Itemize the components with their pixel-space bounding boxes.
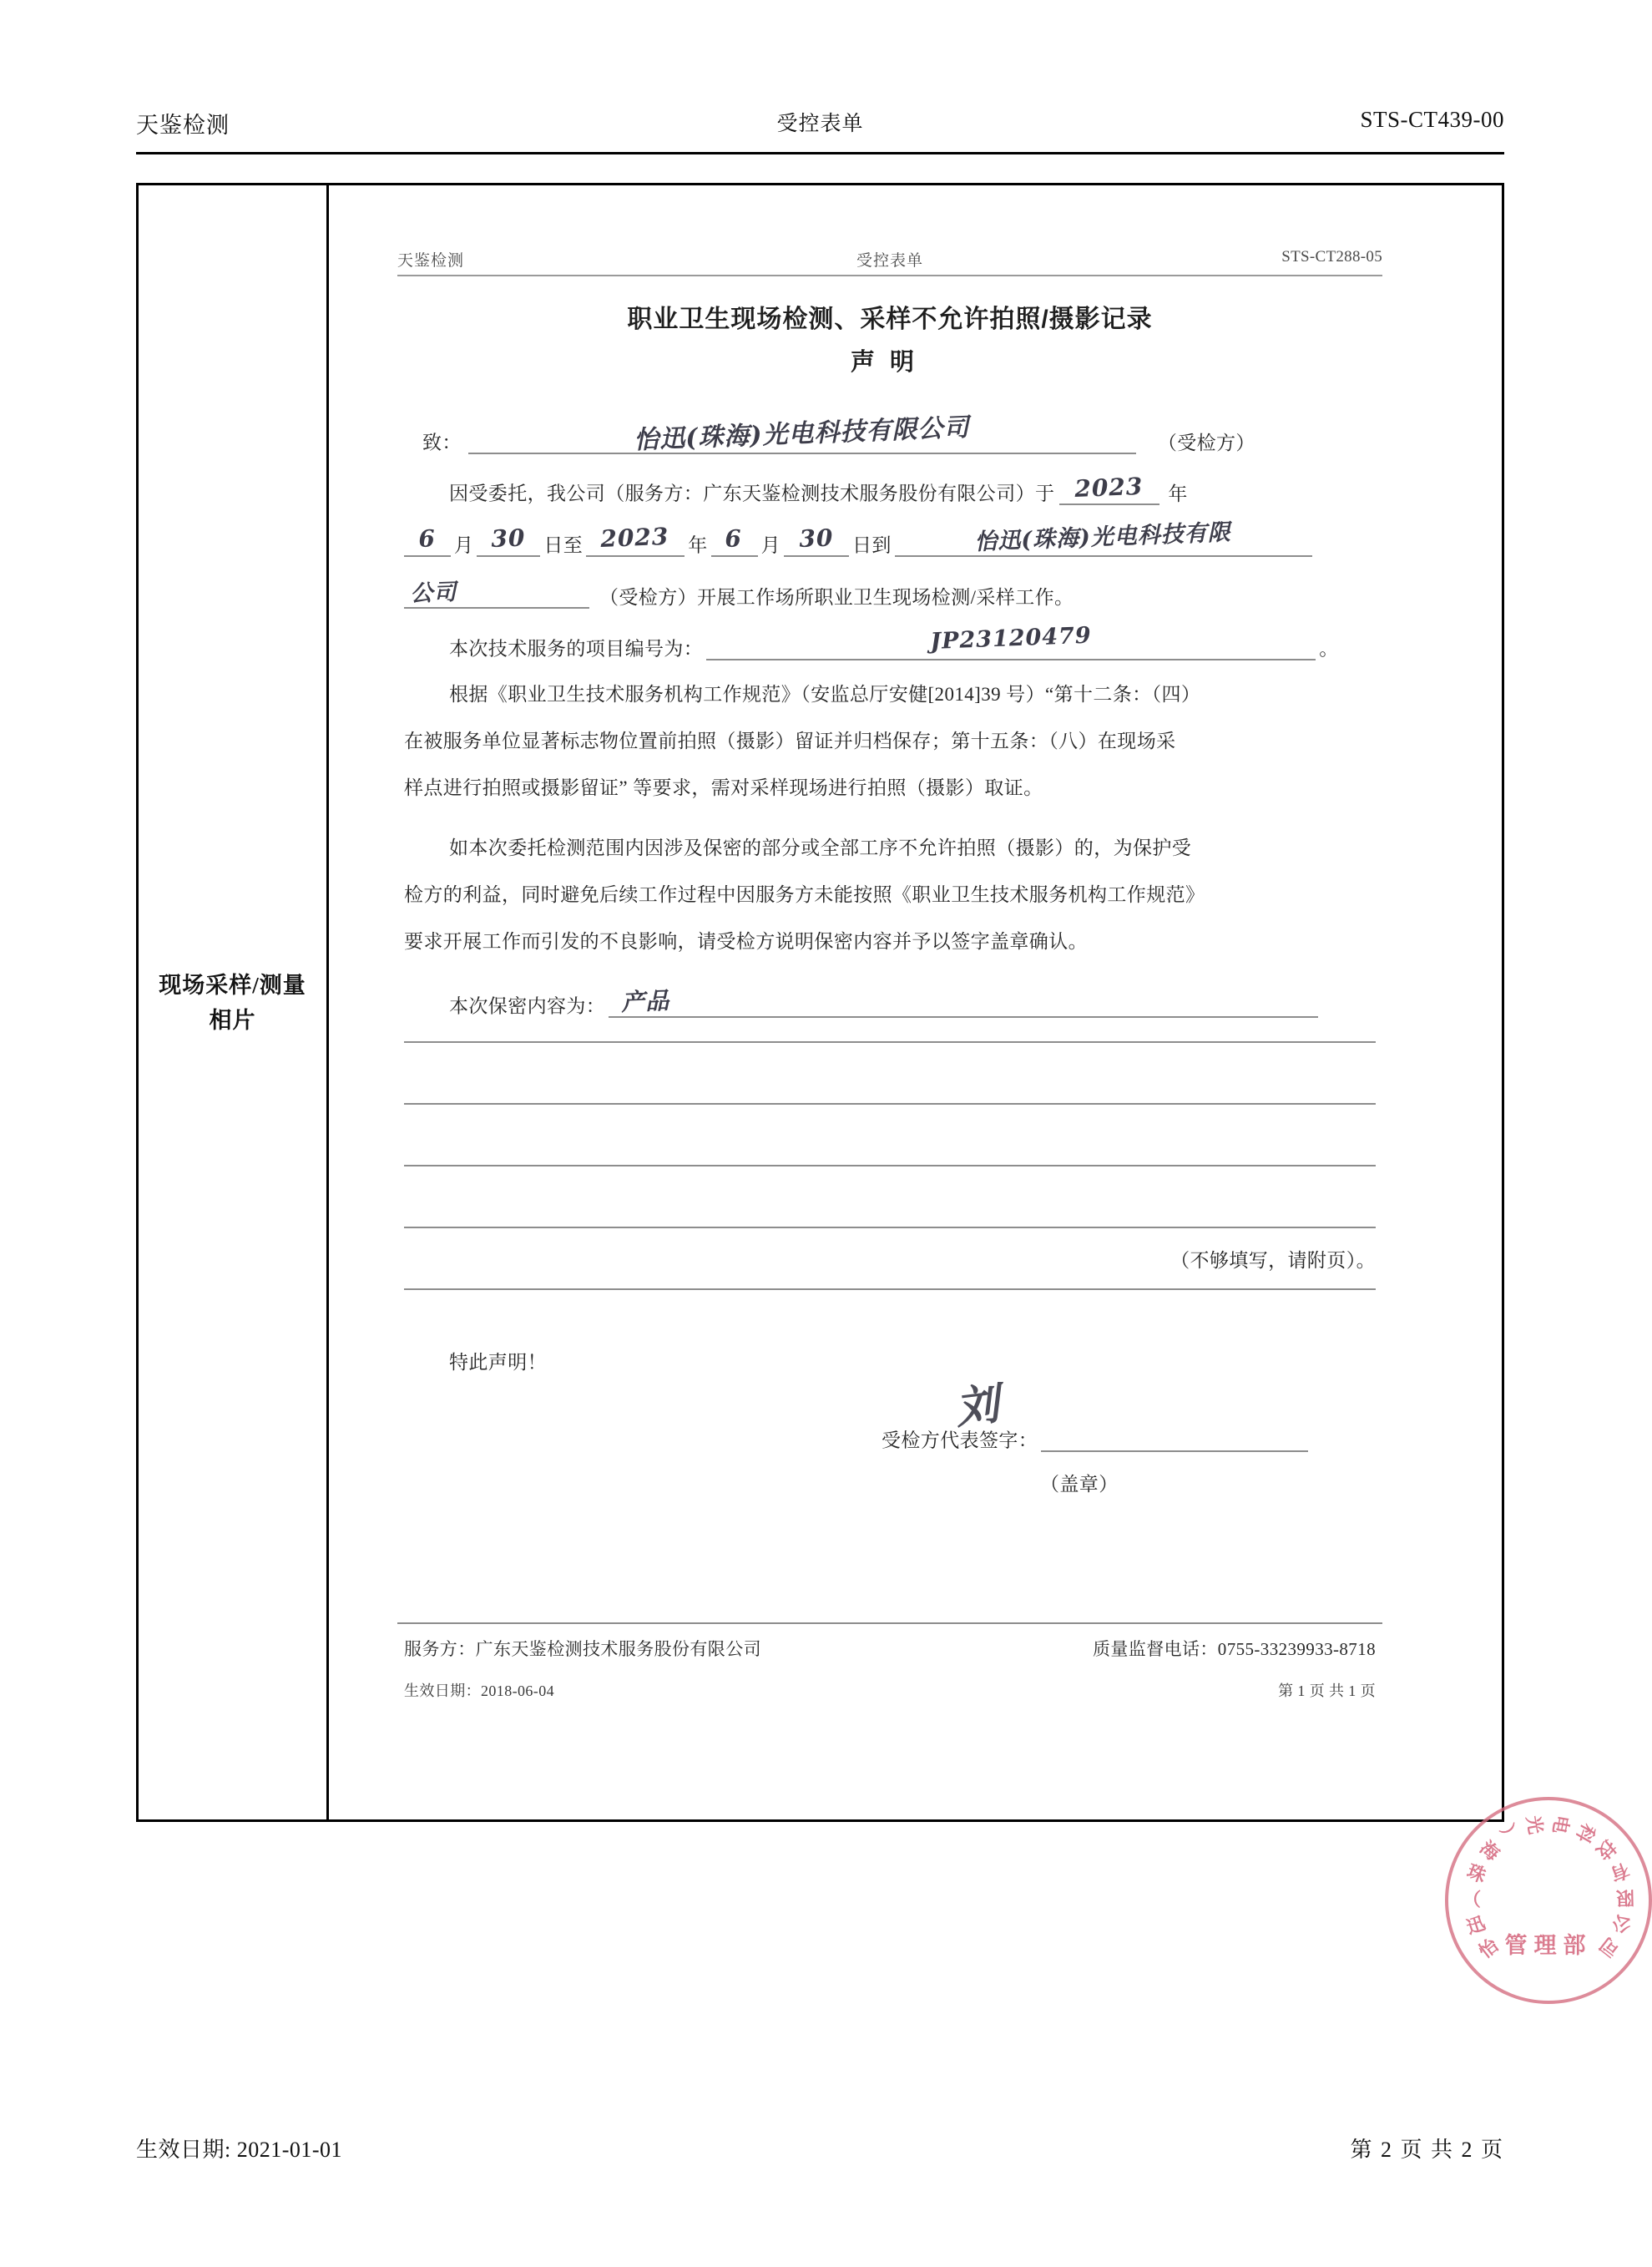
scanned-declaration-form xyxy=(397,248,1635,1963)
attachment-note: （不够填写，请附页）。 xyxy=(1170,1250,1376,1271)
page-footer-page-info: 第 2 页 共 2 页 xyxy=(1350,2138,1504,2162)
inner-document-header xyxy=(397,248,1382,281)
day1-handwriting: 30 xyxy=(490,524,526,553)
addressee-label: 致： xyxy=(422,432,462,453)
page-header-divider xyxy=(136,152,1504,154)
page-footer-effective-date: 生效日期: 2021-01-01 xyxy=(136,2138,343,2162)
day1-field[interactable] xyxy=(477,525,540,557)
content-table xyxy=(136,183,1635,1963)
inner-header-form-type: 受控表单 xyxy=(856,252,923,270)
seal-label: （盖章） xyxy=(1040,1474,1119,1495)
project-number-handwriting: JP23120479 xyxy=(929,622,1092,655)
year1-field[interactable] xyxy=(1059,472,1159,505)
year2-field[interactable] xyxy=(586,522,685,557)
company-field-line1[interactable] xyxy=(895,519,1312,557)
seal-rim-char: 迅 xyxy=(1463,1912,1488,1939)
inner-footer-effective-date: 生效日期：2018-06-04 xyxy=(404,1683,554,1699)
declaration-statement: 特此声明！ xyxy=(449,1352,547,1373)
regulation-para-line-2: 在被服务单位显著标志物位置前拍照（摄影）留证并归档保存；第十五条：（八）在现场采 xyxy=(404,731,1176,751)
seal-rim-char: 限 xyxy=(1615,1887,1635,1909)
secret-content-label: 本次保密内容为： xyxy=(449,995,606,1017)
seal-rim-char: 海 xyxy=(1476,1837,1504,1865)
seal-rim-char: （ xyxy=(1462,1889,1482,1910)
page-header-form-code: STS-CT439-00 xyxy=(1360,107,1504,132)
regulation-para-line-3: 样点进行拍照或摄影留证” 等要求，需对采样现场进行拍照（摄影）取证。 xyxy=(404,777,1043,798)
day2-handwriting: 30 xyxy=(798,524,834,553)
addressee-handwriting: 怡迅(珠海)光电科技有限公司 xyxy=(633,412,970,456)
day2-unit: 日到 xyxy=(852,534,892,556)
secret-content-handwriting: 产品 xyxy=(620,986,671,1017)
seal-rim-char: 司 xyxy=(1595,1933,1624,1961)
inner-header-company: 天鉴检测 xyxy=(397,252,465,270)
month1-unit: 月 xyxy=(454,534,474,556)
table-row-label-cell xyxy=(139,185,326,1819)
day2-field[interactable] xyxy=(784,525,849,557)
scanned-document-cell xyxy=(329,185,1635,1963)
month1-field[interactable] xyxy=(404,525,451,557)
month2-unit: 月 xyxy=(760,534,781,556)
month2-handwriting: 6 xyxy=(725,524,743,553)
seal-rim-char: 有 xyxy=(1607,1859,1633,1885)
inner-footer-divider xyxy=(397,1622,1382,1624)
secret-content-field[interactable] xyxy=(609,984,1318,1018)
regulation-para-line-1: 根据《职业卫生技术服务机构工作规范》（安监总厅安健[2014]39 号）“第十二条：（四） xyxy=(449,684,1201,705)
company-handwriting-line1: 怡迅(珠海)光电科技有限 xyxy=(973,519,1232,556)
signature-label: 受检方代表签字： xyxy=(882,1430,1038,1451)
inner-header-divider xyxy=(397,275,1382,276)
confidential-para-line-2: 检方的利益，同时避免后续工作过程中因服务方未能按照《职业卫生技术服务机构工作规范》 xyxy=(404,884,1205,905)
inner-footer-service-provider: 服务方：广东天鉴检测技术服务股份有限公司 xyxy=(404,1639,761,1659)
blank-line-3[interactable] xyxy=(404,1165,1376,1166)
project-number-period: 。 xyxy=(1319,638,1339,660)
project-number-field[interactable] xyxy=(706,622,1316,660)
addressee-field[interactable] xyxy=(468,412,1136,456)
secret-content-row xyxy=(449,984,1384,1018)
signature-field[interactable] xyxy=(1041,1420,1308,1452)
blank-line-5[interactable] xyxy=(404,1288,1376,1290)
blank-line-1[interactable] xyxy=(404,1041,1376,1043)
page-header xyxy=(136,107,1504,155)
signature-handwriting: 刘 xyxy=(952,1379,999,1435)
seal-rim-char: 光 xyxy=(1523,1814,1547,1836)
blank-line-2[interactable] xyxy=(404,1103,1376,1105)
seal-rim-char: 公 xyxy=(1609,1910,1634,1937)
seal-bottom-text: 管理部 xyxy=(1504,1933,1593,1958)
seal-rim-char: 怡 xyxy=(1474,1934,1503,1963)
inner-footer-supervision-phone: 质量监督电话：0755-33239933-8718 xyxy=(1093,1639,1376,1659)
blank-line-4[interactable] xyxy=(404,1227,1376,1228)
addressee-note: （受检方） xyxy=(1157,432,1255,453)
commission-line-2 xyxy=(404,519,1382,557)
company-seal-stamp xyxy=(1445,1797,1652,2004)
month1-handwriting: 6 xyxy=(417,524,437,553)
inner-footer-page-info: 第 1 页 共 1 页 xyxy=(1278,1683,1376,1699)
seal-rim-char: 技 xyxy=(1592,1835,1620,1864)
seal-rim-char: ） xyxy=(1496,1820,1524,1848)
signature-row xyxy=(882,1420,1308,1452)
year2-unit: 年 xyxy=(688,534,708,556)
project-number-label: 本次技术服务的项目编号为： xyxy=(449,638,704,660)
company-field-line2[interactable] xyxy=(404,575,589,609)
year2-handwriting: 2023 xyxy=(599,522,670,553)
inner-header-form-code: STS-CT288-05 xyxy=(1281,248,1382,266)
page-header-form-type: 受控表单 xyxy=(776,113,864,135)
commission-text-a: 因受委托，我公司（服务方：广东天鉴检测技术服务股份有限公司）于 xyxy=(449,483,1055,504)
company-handwriting-line2: 公司 xyxy=(409,579,457,608)
seal-rim-text xyxy=(1448,1800,1649,2001)
commission-text-b: （受检方）开展工作场所职业卫生现场检测/采样工作。 xyxy=(599,586,1074,608)
seal-rim-char: 科 xyxy=(1572,1819,1599,1847)
confidential-para-line-3: 要求开展工作而引发的不良影响，请受检方说明保密内容并予以签字盖章确认。 xyxy=(404,931,1088,952)
confidential-para-line-1: 如本次委托检测范围内因涉及保密的部分或全部工序不允许拍照（摄影）的，为保护受 xyxy=(449,837,1192,858)
commission-line-3 xyxy=(404,575,1382,609)
page-header-company: 天鉴检测 xyxy=(136,113,230,138)
seal-rim-char: 珠 xyxy=(1464,1860,1489,1887)
seal-rim-char: 电 xyxy=(1548,1814,1573,1836)
year1-unit: 年 xyxy=(1168,483,1188,504)
addressee-row xyxy=(422,412,1382,456)
row-label-text: 现场采样/测量相片 xyxy=(159,972,306,1033)
document-subtitle: 声明 xyxy=(850,349,929,376)
day1-unit: 日至 xyxy=(543,534,584,556)
year1-handwriting: 2023 xyxy=(1074,472,1144,503)
document-title: 职业卫生现场检测、采样不允许拍照/摄影记录 xyxy=(627,306,1153,333)
project-number-row xyxy=(449,622,1384,660)
commission-line-1 xyxy=(449,472,1384,505)
month2-field[interactable] xyxy=(711,525,758,557)
